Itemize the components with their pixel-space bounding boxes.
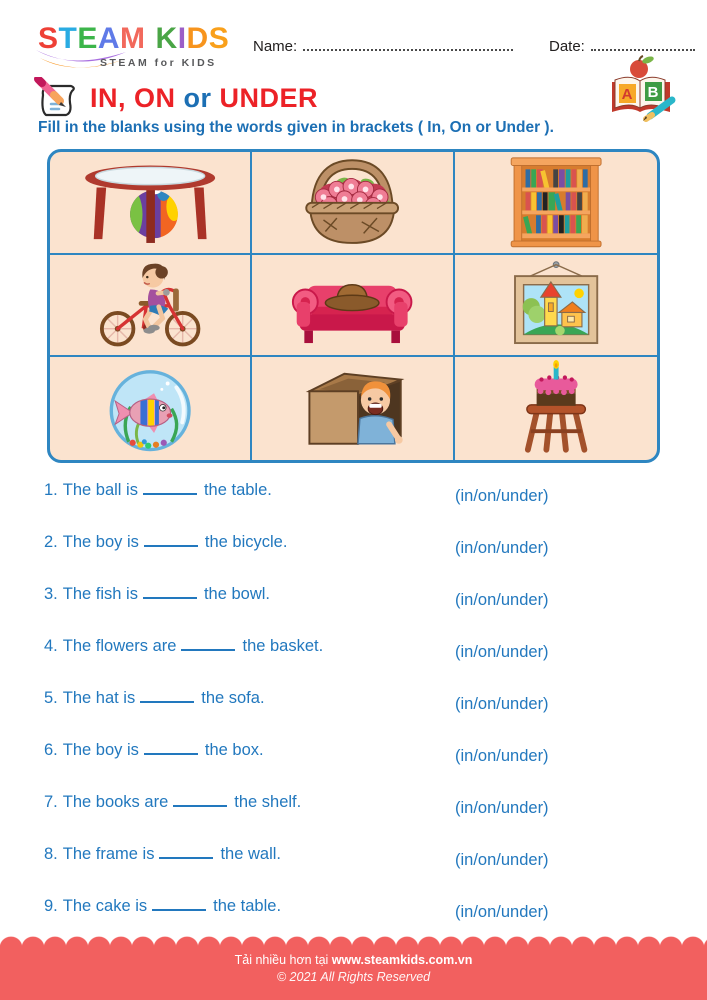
title-red-1: IN, ON — [90, 82, 184, 113]
question-before: The hat is — [62, 688, 136, 707]
question-row — [44, 620, 669, 672]
boy-on-bicycle-image — [53, 257, 247, 353]
footer-copyright: © 2021 All Rights Reserved — [276, 970, 431, 984]
date-label: Date: — [549, 38, 585, 55]
grid-cell-books-on-shelf — [455, 152, 657, 255]
hat-on-sofa-image — [255, 257, 449, 353]
answer-blank[interactable] — [144, 533, 198, 547]
name-field — [253, 38, 513, 55]
question-after: the wall. — [220, 844, 281, 863]
ball-under-table-image — [53, 155, 247, 251]
question-before: The fish is — [62, 584, 138, 603]
svg-text:A: A — [621, 86, 633, 103]
logo-letter: M — [120, 22, 146, 55]
cake-on-stool-image — [458, 360, 654, 458]
fish-in-bowl-image — [53, 360, 247, 458]
question-hint: (in/on/under) — [455, 850, 549, 869]
question-hint: (in/on/under) — [455, 642, 549, 661]
question-row — [44, 828, 669, 880]
question-number: 1. — [44, 480, 58, 499]
question-hint: (in/on/under) — [455, 694, 549, 713]
title-row — [34, 77, 318, 119]
question-after: the sofa. — [201, 688, 265, 707]
logo-letter: I — [177, 22, 187, 55]
logo-letter: D — [186, 22, 209, 55]
pencil-note-icon — [34, 77, 80, 119]
logo-subtitle: STEAM for KIDS — [100, 57, 217, 69]
logo-text — [38, 24, 248, 54]
logo-letter: A — [97, 22, 121, 55]
question-after: the box. — [204, 740, 264, 759]
question-text — [44, 897, 455, 916]
question-hint: (in/on/under) — [455, 538, 549, 557]
page-title — [90, 83, 318, 114]
footer — [0, 936, 707, 1000]
footer-download-text — [0, 953, 707, 967]
question-row — [44, 516, 669, 568]
question-after: the table. — [213, 896, 282, 915]
grid-cell-ball-under-table — [50, 152, 252, 255]
grid-cell-cake-on-stool — [455, 357, 657, 460]
question-number: 6. — [44, 740, 58, 759]
question-number: 3. — [44, 584, 58, 603]
question-row — [44, 672, 669, 724]
answer-blank[interactable] — [144, 741, 198, 755]
question-hint: (in/on/under) — [455, 746, 549, 765]
question-text — [44, 845, 455, 864]
answer-blank[interactable] — [152, 897, 206, 911]
question-hint: (in/on/under) — [455, 590, 549, 609]
question-row — [44, 568, 669, 620]
grid-cell-hat-on-sofa — [252, 255, 454, 358]
footer-site-link[interactable]: www.steamkids.com.vn — [331, 953, 473, 967]
answer-blank[interactable] — [143, 481, 197, 495]
svg-text:B: B — [647, 84, 659, 101]
boy-in-box-image — [255, 360, 449, 458]
books-on-shelf-image — [458, 155, 654, 251]
date-field — [549, 38, 695, 55]
question-hint: (in/on/under) — [455, 798, 549, 817]
date-line[interactable] — [591, 38, 695, 51]
question-text — [44, 481, 455, 500]
question-hint: (in/on/under) — [455, 902, 549, 921]
name-line[interactable] — [303, 38, 513, 51]
question-after: the table. — [203, 480, 272, 499]
question-before: The flowers are — [62, 636, 177, 655]
question-after: the shelf. — [234, 792, 302, 811]
question-row — [44, 880, 669, 932]
question-row — [44, 724, 669, 776]
answer-blank[interactable] — [140, 689, 194, 703]
abc-book-icon — [602, 54, 682, 122]
grid-cell-fish-in-bowl — [50, 357, 252, 460]
question-number: 9. — [44, 896, 58, 915]
question-text — [44, 637, 455, 656]
question-text — [44, 585, 455, 604]
grid-cell-boy-in-box — [252, 357, 454, 460]
frame-on-wall-image — [458, 257, 654, 353]
question-before: The cake is — [62, 896, 148, 915]
footer-scallop-edge — [0, 936, 707, 948]
question-number: 7. — [44, 792, 58, 811]
grid-cell-frame-on-wall — [455, 255, 657, 358]
questions-list — [44, 464, 669, 932]
question-before: The boy is — [62, 532, 139, 551]
footer-download-prefix: Tải nhiều hơn tại — [234, 953, 332, 967]
title-red-2: UNDER — [211, 82, 319, 113]
question-after: the bowl. — [203, 584, 271, 603]
logo-letter: E — [77, 22, 98, 55]
question-text — [44, 689, 455, 708]
answer-blank[interactable] — [143, 585, 197, 599]
grid-cell-flowers-in-basket — [252, 152, 454, 255]
question-before: The books are — [62, 792, 169, 811]
question-after: the bicycle. — [204, 532, 288, 551]
logo-letter: S — [208, 22, 230, 55]
question-row — [44, 776, 669, 828]
question-before: The ball is — [62, 480, 138, 499]
question-number: 8. — [44, 844, 58, 863]
picture-grid — [47, 149, 660, 463]
question-text — [44, 533, 455, 552]
question-before: The boy is — [62, 740, 139, 759]
grid-cell-boy-on-bicycle — [50, 255, 252, 358]
question-before: The frame is — [62, 844, 155, 863]
question-text — [44, 741, 455, 760]
flowers-in-basket-image — [255, 155, 449, 251]
instruction-text: Fill in the blanks using the words given in brackets ( In, On or Under ). — [38, 119, 554, 136]
answer-blank[interactable] — [159, 845, 213, 859]
answer-blank[interactable] — [181, 637, 235, 651]
footer-body — [0, 948, 707, 1000]
question-number: 4. — [44, 636, 58, 655]
name-label: Name: — [253, 38, 298, 55]
question-number: 2. — [44, 532, 58, 551]
question-text — [44, 793, 455, 812]
question-row — [44, 464, 669, 516]
logo-letter: T — [58, 22, 78, 55]
logo-letter: K — [155, 22, 178, 55]
question-after: the basket. — [242, 636, 324, 655]
steam-kids-logo — [38, 24, 248, 74]
answer-blank[interactable] — [173, 793, 227, 807]
logo-letter: S — [38, 22, 59, 55]
question-hint: (in/on/under) — [455, 486, 549, 505]
title-or: or — [183, 82, 212, 113]
question-number: 5. — [44, 688, 58, 707]
